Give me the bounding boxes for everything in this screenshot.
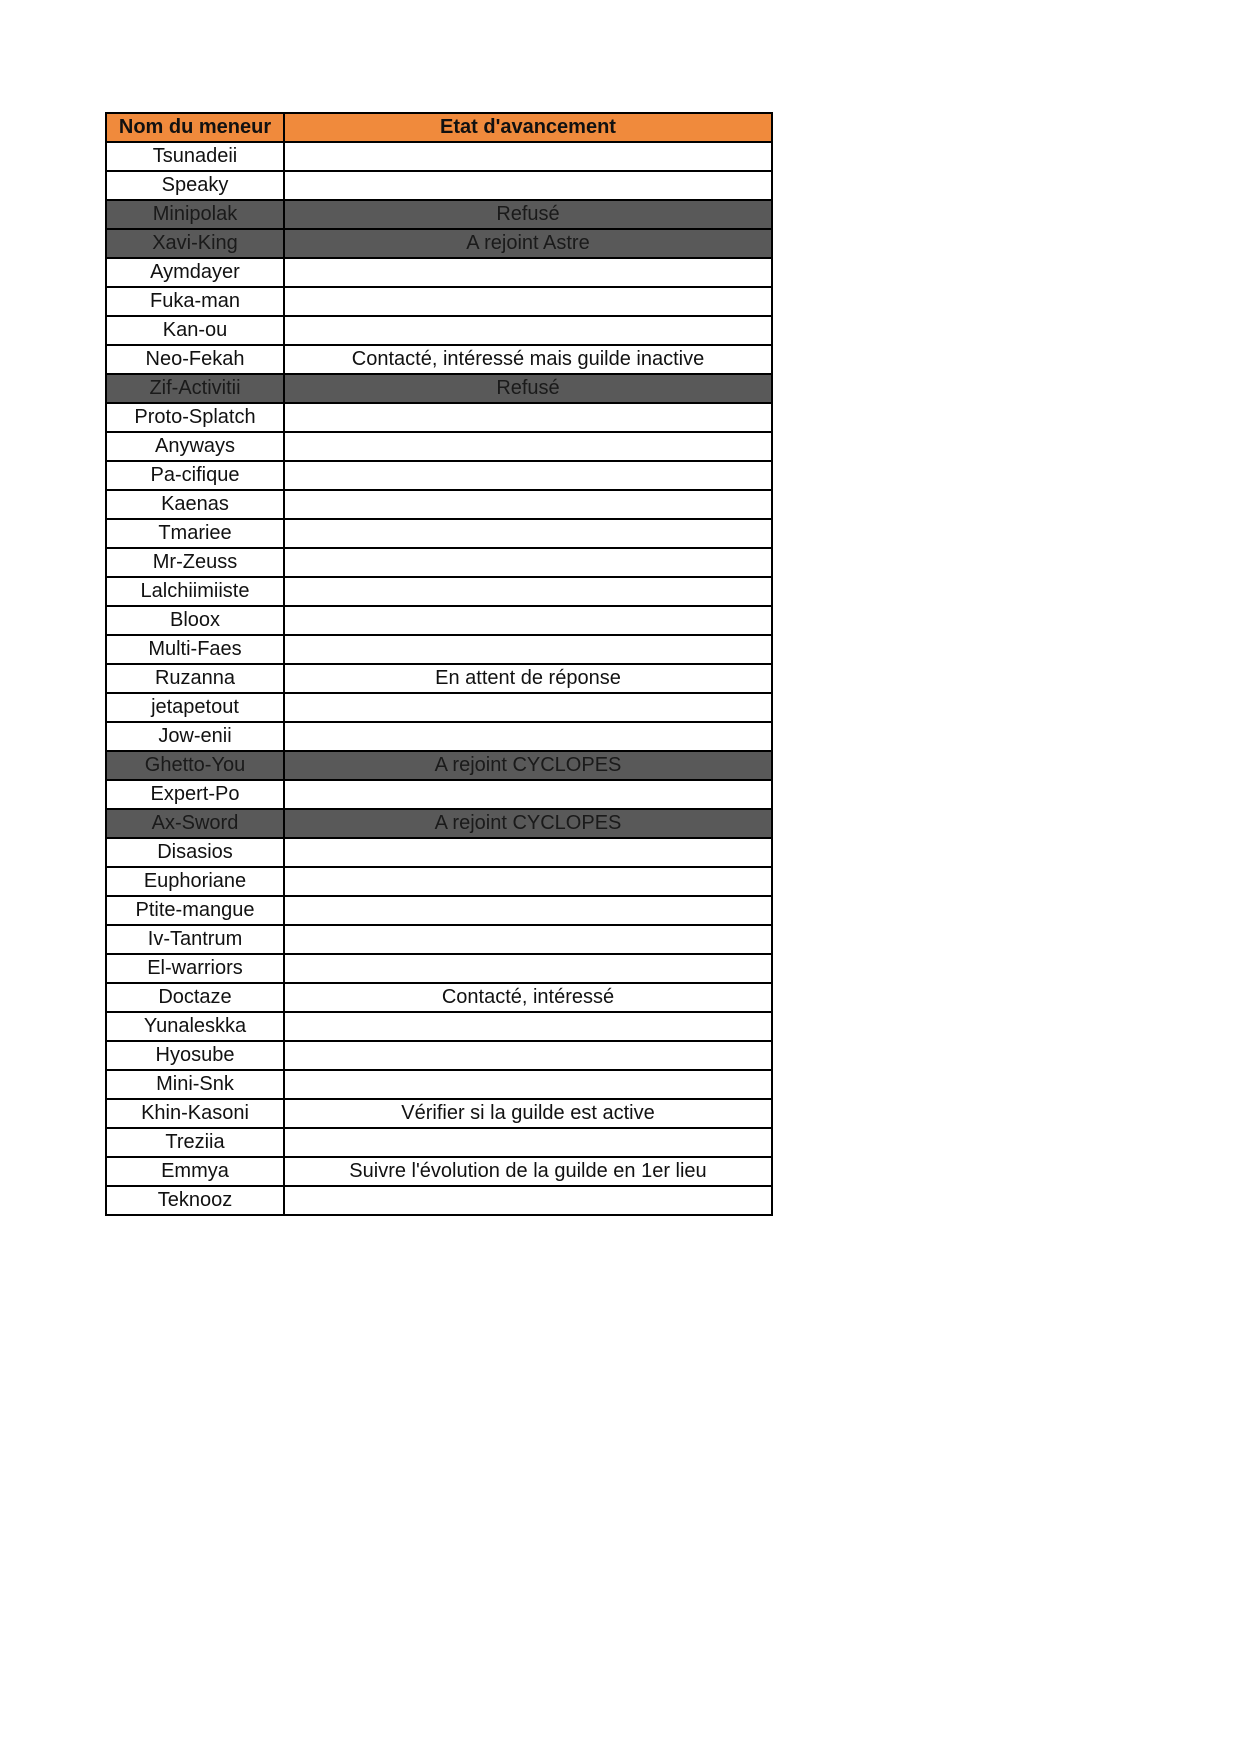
table-row: [106, 722, 772, 751]
table-row: [106, 432, 772, 461]
status-cell: En attent de réponse: [284, 664, 772, 693]
leader-name-cell: Zif-Activitii: [106, 374, 284, 403]
table-row: [106, 171, 772, 200]
status-cell: A rejoint CYCLOPES: [284, 751, 772, 780]
table-row: [106, 1070, 772, 1099]
status-cell: [284, 867, 772, 896]
table-row: [106, 548, 772, 577]
status-cell: [284, 1186, 772, 1215]
status-cell: Vérifier si la guilde est active: [284, 1099, 772, 1128]
leader-name-cell: Doctaze: [106, 983, 284, 1012]
table-row: [106, 258, 772, 287]
leader-name-cell: Mini-Snk: [106, 1070, 284, 1099]
status-cell: [284, 403, 772, 432]
status-cell: [284, 925, 772, 954]
leader-name-cell: Speaky: [106, 171, 284, 200]
status-cell: [284, 461, 772, 490]
leader-name-cell: Ax-Sword: [106, 809, 284, 838]
status-cell: Suivre l'évolution de la guilde en 1er lieu: [284, 1157, 772, 1186]
status-cell: Refusé: [284, 374, 772, 403]
leader-name-cell: Tmariee: [106, 519, 284, 548]
table-row: [106, 200, 772, 229]
table-row: [106, 780, 772, 809]
status-cell: Refusé: [284, 200, 772, 229]
status-cell: [284, 838, 772, 867]
leader-name-cell: Kaenas: [106, 490, 284, 519]
leader-name-cell: Tsunadeii: [106, 142, 284, 171]
table-row: [106, 374, 772, 403]
status-cell: [284, 606, 772, 635]
table-body: [106, 142, 772, 1215]
table-row: [106, 751, 772, 780]
status-cell: Contacté, intéressé mais guilde inactive: [284, 345, 772, 374]
status-cell: [284, 635, 772, 664]
table-row: [106, 287, 772, 316]
leader-name-cell: jetapetout: [106, 693, 284, 722]
table-row: [106, 1186, 772, 1215]
status-cell: A rejoint CYCLOPES: [284, 809, 772, 838]
status-cell: [284, 287, 772, 316]
spreadsheet-page: [105, 112, 773, 1216]
status-cell: [284, 1128, 772, 1157]
header-progress-status: Etat d'avancement: [284, 113, 772, 142]
leader-name-cell: Teknooz: [106, 1186, 284, 1215]
leader-name-cell: Kan-ou: [106, 316, 284, 345]
status-cell: [284, 432, 772, 461]
status-cell: [284, 722, 772, 751]
leader-name-cell: Lalchiimiiste: [106, 577, 284, 606]
status-cell: [284, 316, 772, 345]
leader-name-cell: Emmya: [106, 1157, 284, 1186]
table-row: [106, 1157, 772, 1186]
status-cell: [284, 171, 772, 200]
leader-name-cell: Jow-enii: [106, 722, 284, 751]
header-row: [106, 113, 772, 142]
header-leader-name: Nom du meneur: [106, 113, 284, 142]
leader-name-cell: Ghetto-You: [106, 751, 284, 780]
table-row: [106, 867, 772, 896]
leader-name-cell: El-warriors: [106, 954, 284, 983]
leader-name-cell: Mr-Zeuss: [106, 548, 284, 577]
table-row: [106, 693, 772, 722]
table-row: [106, 229, 772, 258]
leader-name-cell: Minipolak: [106, 200, 284, 229]
leader-name-cell: Proto-Splatch: [106, 403, 284, 432]
status-cell: [284, 142, 772, 171]
leader-name-cell: Pa-cifique: [106, 461, 284, 490]
table-row: [106, 809, 772, 838]
table-row: [106, 461, 772, 490]
table-row: [106, 838, 772, 867]
status-cell: [284, 1070, 772, 1099]
leader-name-cell: Disasios: [106, 838, 284, 867]
status-cell: [284, 1041, 772, 1070]
status-cell: Contacté, intéressé: [284, 983, 772, 1012]
leader-name-cell: Anyways: [106, 432, 284, 461]
leader-name-cell: Fuka-man: [106, 287, 284, 316]
table-row: [106, 519, 772, 548]
table-row: [106, 577, 772, 606]
status-cell: A rejoint Astre: [284, 229, 772, 258]
status-cell: [284, 258, 772, 287]
leader-name-cell: Hyosube: [106, 1041, 284, 1070]
leader-name-cell: Euphoriane: [106, 867, 284, 896]
table-row: [106, 983, 772, 1012]
leader-name-cell: Ptite-mangue: [106, 896, 284, 925]
status-cell: [284, 577, 772, 606]
table-row: [106, 606, 772, 635]
table-row: [106, 664, 772, 693]
leader-name-cell: Ruzanna: [106, 664, 284, 693]
table-row: [106, 896, 772, 925]
status-cell: [284, 1012, 772, 1041]
status-cell: [284, 519, 772, 548]
table-row: [106, 316, 772, 345]
table-row: [106, 1099, 772, 1128]
table-row: [106, 1128, 772, 1157]
leader-name-cell: Iv-Tantrum: [106, 925, 284, 954]
leader-name-cell: Bloox: [106, 606, 284, 635]
leader-name-cell: Xavi-King: [106, 229, 284, 258]
status-cell: [284, 954, 772, 983]
leader-name-cell: Khin-Kasoni: [106, 1099, 284, 1128]
status-cell: [284, 490, 772, 519]
table-row: [106, 403, 772, 432]
leader-name-cell: Expert-Po: [106, 780, 284, 809]
table-row: [106, 1012, 772, 1041]
table-row: [106, 490, 772, 519]
status-cell: [284, 896, 772, 925]
table-row: [106, 635, 772, 664]
table-row: [106, 1041, 772, 1070]
leader-name-cell: Yunaleskka: [106, 1012, 284, 1041]
table-row: [106, 345, 772, 374]
guild-leader-table: [105, 112, 773, 1216]
status-cell: [284, 693, 772, 722]
status-cell: [284, 780, 772, 809]
leader-name-cell: Treziia: [106, 1128, 284, 1157]
leader-name-cell: Multi-Faes: [106, 635, 284, 664]
leader-name-cell: Aymdayer: [106, 258, 284, 287]
table-row: [106, 142, 772, 171]
table-row: [106, 925, 772, 954]
leader-name-cell: Neo-Fekah: [106, 345, 284, 374]
table-row: [106, 954, 772, 983]
status-cell: [284, 548, 772, 577]
